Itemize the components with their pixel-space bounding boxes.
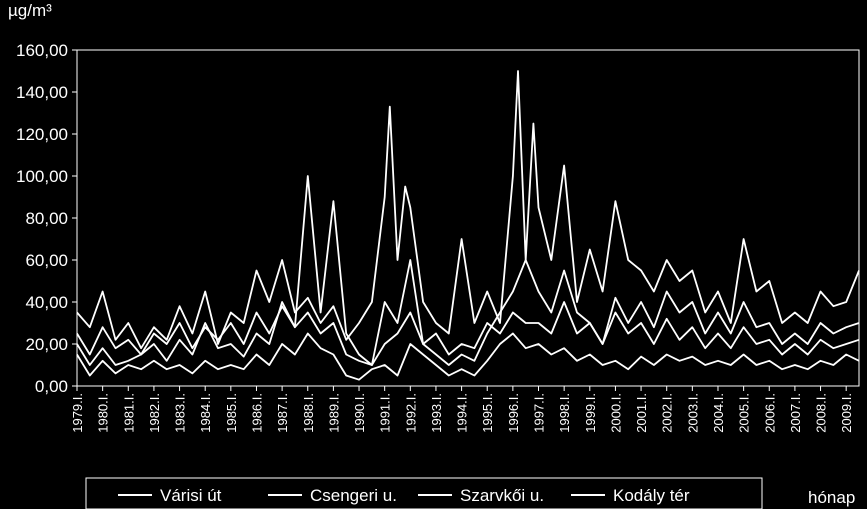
- x-tick-label: 2004.I.: [710, 393, 726, 433]
- y-tick-label: 160,00: [16, 41, 68, 60]
- x-tick-label: 1983.I.: [172, 393, 188, 433]
- series-line: [77, 176, 859, 365]
- y-unit-label: µg/m³: [8, 1, 52, 20]
- legend-label: Csengeri u.: [310, 486, 397, 505]
- y-tick-label: 20,00: [25, 335, 68, 354]
- x-tick-label: 1984.I.: [198, 393, 214, 433]
- series-line: [77, 334, 859, 380]
- plot-frame: [77, 50, 859, 386]
- x-tick-label: 2005.I.: [736, 393, 752, 433]
- x-tick-label: 1999.I.: [582, 393, 598, 433]
- x-tick-label: 1982.I.: [146, 393, 162, 433]
- x-tick-label: 1993.I.: [428, 393, 444, 433]
- x-tick-label: 2003.I.: [685, 393, 701, 433]
- x-tick-label: 2002.I.: [659, 393, 675, 433]
- x-tick-label: 1988.I.: [300, 393, 316, 433]
- x-tick-label: 2008.I.: [813, 393, 829, 433]
- y-axis: [16, 41, 77, 396]
- x-tick-label: 1989.I.: [326, 393, 342, 433]
- legend-label: Szarvkői u.: [460, 486, 545, 505]
- x-tick-label: 1990.I.: [352, 393, 368, 433]
- y-tick-label: 120,00: [16, 125, 68, 144]
- x-tick-label: 2006.I.: [762, 393, 778, 433]
- x-tick-label: 1991.I.: [377, 393, 393, 433]
- y-tick-label: 100,00: [16, 167, 68, 186]
- legend-label: Kodály tér: [613, 486, 690, 505]
- legend-label: Várisi út: [160, 486, 222, 505]
- x-tick-label: 1987.I.: [275, 393, 291, 433]
- y-tick-label: 60,00: [25, 251, 68, 270]
- x-tick-label: 1979.I.: [70, 393, 85, 433]
- legend: [86, 478, 762, 509]
- y-tick-label: 140,00: [16, 83, 68, 102]
- x-tick-label: 1995.I.: [480, 393, 496, 433]
- x-tick-label: 2001.I.: [634, 393, 650, 433]
- x-tick-label: 2007.I.: [787, 393, 803, 433]
- x-tick-label: 1998.I.: [557, 393, 573, 433]
- y-tick-label: 80,00: [25, 209, 68, 228]
- y-tick-label: 40,00: [25, 293, 68, 312]
- x-tick-label: 2000.I.: [608, 393, 624, 433]
- x-tick-label: 1985.I.: [223, 393, 239, 433]
- x-tick-label: 1981.I.: [121, 393, 137, 433]
- y-tick-label: 0,00: [34, 377, 68, 396]
- x-tick-label: 1994.I.: [454, 393, 470, 433]
- x-tick-label: 2009.I.: [839, 393, 855, 433]
- series-layer: [77, 71, 859, 380]
- x-tick-label: 1996.I.: [505, 393, 521, 433]
- x-tick-label: 1997.I.: [531, 393, 547, 433]
- x-tick-label: 1992.I.: [403, 393, 419, 433]
- x-tick-label: 1980.I.: [95, 393, 111, 433]
- x-axis-label: hónap: [808, 488, 856, 507]
- x-axis: [70, 386, 854, 433]
- x-tick-label: 1986.I.: [249, 393, 265, 433]
